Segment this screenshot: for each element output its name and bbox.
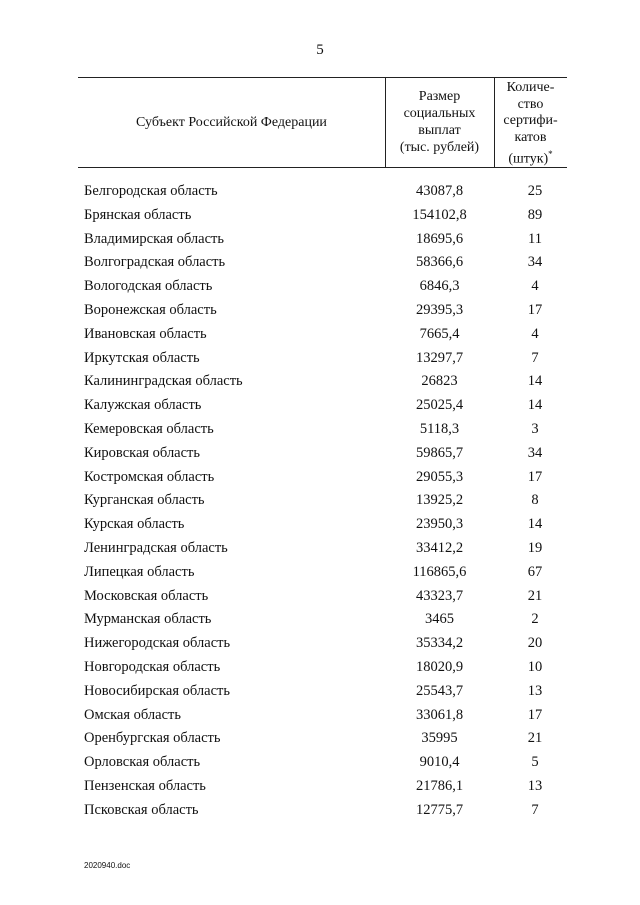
count-cell: 5 xyxy=(531,754,539,771)
count-cell: 2 xyxy=(531,611,539,628)
column-header-count-line: катов xyxy=(514,129,547,145)
amount-cell: 116865,6 xyxy=(412,563,467,580)
count-cell: 13 xyxy=(527,682,543,699)
table-row xyxy=(0,442,640,466)
column-header-size-line: Размер xyxy=(418,89,461,104)
amount-cell: 154102,8 xyxy=(412,206,467,223)
table-row xyxy=(0,204,640,228)
region-cell: Курганская область xyxy=(84,492,205,509)
column-header-size-line: (тыс. рублей) xyxy=(399,140,480,155)
table-row xyxy=(0,275,640,299)
count-cell: 10 xyxy=(527,658,543,675)
table-row xyxy=(0,513,640,537)
region-cell: Ивановская область xyxy=(84,325,207,342)
region-cell: Курская область xyxy=(84,516,185,533)
table-row xyxy=(0,323,640,347)
region-cell: Владимирская область xyxy=(84,230,224,247)
amount-cell: 3465 xyxy=(425,611,454,628)
table-row xyxy=(0,680,640,704)
amount-cell: 43323,7 xyxy=(415,587,464,604)
count-cell: 21 xyxy=(527,730,543,747)
count-cell: 14 xyxy=(527,397,543,414)
region-cell: Нижегородская область xyxy=(84,635,231,652)
region-cell: Брянская область xyxy=(84,206,192,223)
region-cell: Калининградская область xyxy=(84,373,243,390)
amount-cell: 35995 xyxy=(421,730,458,747)
amount-cell: 6846,3 xyxy=(419,278,460,295)
region-cell: Орловская область xyxy=(84,754,201,771)
table-row xyxy=(0,180,640,204)
region-cell: Кемеровская область xyxy=(84,420,214,437)
region-cell: Новгородская область xyxy=(84,658,221,675)
amount-cell: 23950,3 xyxy=(415,516,464,533)
count-cell: 19 xyxy=(527,539,543,556)
region-cell: Пензенская область xyxy=(84,777,206,794)
region-cell: Липецкая область xyxy=(84,563,195,580)
region-cell: Московская область xyxy=(84,587,209,604)
count-cell: 11 xyxy=(528,230,542,247)
count-cell: 14 xyxy=(527,516,543,533)
table-row xyxy=(0,632,640,656)
region-cell: Вологодская область xyxy=(84,278,213,295)
amount-cell: 43087,8 xyxy=(415,183,464,199)
table-row xyxy=(0,775,640,799)
table-row xyxy=(0,347,640,371)
amount-cell: 29395,3 xyxy=(415,301,464,318)
table-row xyxy=(0,704,640,728)
count-cell: 34 xyxy=(527,444,543,461)
amount-cell: 21786,1 xyxy=(415,777,464,794)
region-cell: Ленинградская область xyxy=(84,539,228,556)
table-row xyxy=(0,418,640,442)
count-cell: 34 xyxy=(527,254,543,271)
region-cell: Воронежская область xyxy=(84,301,217,318)
column-header-subject: Субъект Российской Федерации xyxy=(136,115,327,130)
count-cell: 20 xyxy=(527,635,543,652)
column-header-size xyxy=(385,88,494,156)
count-cell: 14 xyxy=(527,373,543,390)
table-row xyxy=(0,561,640,585)
amount-cell: 9010,4 xyxy=(419,754,460,771)
table-row xyxy=(0,394,640,418)
region-cell: Иркутская область xyxy=(84,349,200,366)
count-cell: 7 xyxy=(531,349,539,366)
amount-cell: 58366,6 xyxy=(415,254,464,271)
count-cell: 67 xyxy=(527,563,543,580)
table-row xyxy=(0,656,640,680)
amount-cell: 29055,3 xyxy=(415,468,464,485)
region-cell: Оренбургская область xyxy=(84,730,221,747)
amount-cell: 26823 xyxy=(421,373,458,390)
amount-cell: 18695,6 xyxy=(415,230,464,247)
region-cell: Омская область xyxy=(84,706,181,723)
amount-cell: 13925,2 xyxy=(415,492,464,509)
table-row xyxy=(0,489,640,513)
table-row xyxy=(0,585,640,609)
column-header-count-line xyxy=(494,146,567,168)
amount-cell: 12775,7 xyxy=(415,801,464,818)
amount-cell: 33061,8 xyxy=(415,706,464,723)
region-cell: Новосибирская область xyxy=(84,682,230,699)
column-header-count-line: сертифи- xyxy=(503,113,558,128)
table-row xyxy=(0,608,640,632)
count-cell: 4 xyxy=(531,325,539,342)
region-cell: Костромская область xyxy=(84,468,215,485)
column-header-size-line: социальных xyxy=(403,106,476,121)
amount-cell: 59865,7 xyxy=(415,444,464,461)
count-cell: 25 xyxy=(527,183,543,199)
table-row xyxy=(0,727,640,751)
amount-cell: 5118,3 xyxy=(419,420,460,437)
column-header-size-line: выплат xyxy=(418,123,461,138)
table-body xyxy=(0,180,640,823)
table-row xyxy=(0,466,640,490)
amount-cell: 35334,2 xyxy=(415,635,464,652)
region-cell: Белгородская область xyxy=(84,183,218,199)
amount-cell: 25025,4 xyxy=(415,397,464,414)
region-cell: Мурманская область xyxy=(84,611,212,628)
amount-cell: 18020,9 xyxy=(415,658,464,675)
amount-cell: 33412,2 xyxy=(415,539,464,556)
amount-cell: 25543,7 xyxy=(415,682,464,699)
count-cell: 17 xyxy=(527,301,543,318)
column-header-count-line: ство xyxy=(517,96,544,112)
table-row xyxy=(0,751,640,775)
column-header-count-line: Количе- xyxy=(506,80,555,95)
table-row xyxy=(0,370,640,394)
footnote-mark: * xyxy=(548,149,553,159)
count-cell: 3 xyxy=(531,420,539,437)
count-cell: 17 xyxy=(527,468,543,485)
table-row xyxy=(0,537,640,561)
table-row xyxy=(0,799,640,823)
amount-cell: 7665,4 xyxy=(419,325,460,342)
column-header-count xyxy=(494,80,567,168)
region-cell: Псковская область xyxy=(84,801,199,818)
table-row xyxy=(0,251,640,275)
count-cell: 89 xyxy=(527,206,543,223)
table-row xyxy=(0,228,640,252)
region-cell: Калужская область xyxy=(84,397,202,414)
region-cell: Кировская область xyxy=(84,444,201,461)
count-cell: 17 xyxy=(527,706,543,723)
footer-filename: 2020940.doc xyxy=(84,861,131,870)
count-cell: 4 xyxy=(531,278,539,295)
region-cell: Волгоградская область xyxy=(84,254,226,271)
amount-cell: 13297,7 xyxy=(415,349,464,366)
count-cell: 21 xyxy=(527,587,543,604)
count-cell: 7 xyxy=(531,801,539,818)
table-row xyxy=(0,299,640,323)
count-cell: 13 xyxy=(527,777,543,794)
page-number: 5 xyxy=(316,42,324,58)
column-header-count-unit: (штук) xyxy=(508,151,549,167)
count-cell: 8 xyxy=(531,492,539,509)
